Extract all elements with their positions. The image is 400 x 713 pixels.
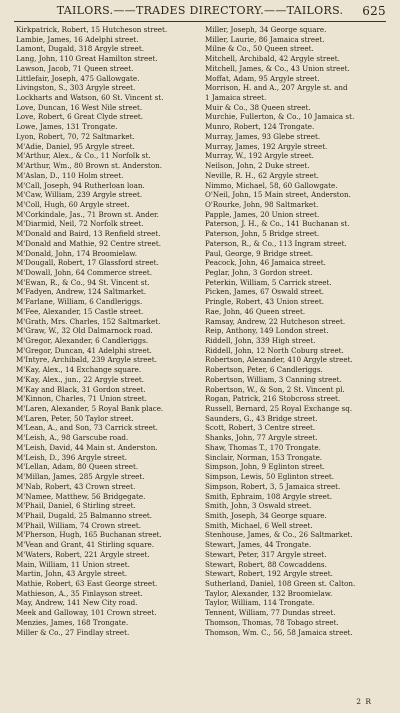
directory-entry: Shaw, Thomas T., 170 Trongate. — [205, 442, 321, 452]
directory-entry: M'Kay, Alex., jun., 22 Argyle street. — [16, 374, 145, 384]
directory-entry: Neville, R. H., 62 Argyle street. — [205, 170, 319, 180]
directory-entry: M'Grath, Mrs. Charles, 152 Saltmarket. — [16, 316, 161, 326]
directory-entry: Miller, Laurie, 86 Jamaica street. — [205, 34, 325, 44]
directory-entry: Paul, George, 9 Bridge street. — [205, 248, 314, 258]
directory-entry: Mathieson, A., 35 Finlayson street. — [16, 588, 143, 598]
directory-entry: M'Dowall, John, 64 Commerce street. — [16, 267, 153, 277]
directory-entry: M'Donald and Mathie, 92 Centre street. — [16, 238, 162, 248]
directory-entry: Scott, Robert, 3 Centre street. — [205, 423, 316, 433]
directory-entry: Morrison, H. and A., 207 Argyle st. and — [205, 83, 348, 93]
right-column — [205, 25, 387, 637]
directory-entry: Taylor, William, 114 Trongate. — [205, 598, 315, 608]
directory-entry: M'Gregor, Alexander, 6 Candleriggs. — [16, 336, 149, 345]
directory-entry: Paterson, J. H., & Co., 141 Buchanan st. — [205, 219, 350, 229]
directory-entry: M'Leish, David, 44 Main st. Anderston. — [16, 442, 158, 452]
directory-entry: M'Kay and Black, 31 Gordon street. — [16, 384, 146, 394]
directory-entry: M'Corkindale, Jas., 71 Brown st. Ander. — [16, 209, 159, 219]
directory-entry: Shanks, John, 77 Argyle street. — [205, 433, 318, 443]
directory-entry: M'Phail, Dugald, 25 Balmanno street. — [16, 510, 153, 520]
directory-entry: M'Lellan, Adam, 80 Queen street. — [16, 462, 139, 472]
directory-entry: Lyon, Robert, 70, 72 Saltmarket. — [16, 131, 135, 141]
directory-entry: Simpson, Robert, 3, 5 Jamaica street. — [205, 481, 341, 491]
directory-entry: Picken, James, 67 Oswald street. — [205, 287, 325, 297]
directory-entry: Stewart, James, 44 Trongate. — [205, 540, 312, 550]
directory-entry: M'Gregor, Duncan, 41 Adelphi street. — [16, 345, 152, 355]
directory-entry: M'Laren, Peter, 50 Taylor street. — [16, 413, 134, 423]
directory-entry: Riddell, John, 339 High street. — [205, 336, 316, 345]
directory-entry: Robertson, Alexander, 410 Argyle street. — [205, 355, 353, 365]
directory-entry: Pringle, Robert, 43 Union street. — [205, 297, 324, 307]
directory-entry: M'Graw, W., 32 Old Dalmarnock road. — [16, 326, 153, 336]
directory-entry: Sutherland, Daniel, 108 Green st. Calton. — [205, 578, 356, 588]
directory-entry: M'Caw, William, 239 Argyle street. — [16, 190, 143, 200]
directory-entry: Paterson, R., & Co., 113 Ingram street. — [205, 238, 347, 248]
directory-entry: Martin, John, 43 Argyle street. — [16, 569, 128, 579]
directory-entry: Smith, Michael, 6 Well street. — [205, 520, 313, 530]
directory-entry: Stewart, Robert, 88 Cowcaddens. — [205, 559, 327, 569]
directory-entry: Milne & Co., 50 Queen street. — [205, 44, 314, 54]
directory-entry: Kirkpatrick, Robert, 15 Hutcheson street. — [16, 25, 168, 34]
directory-entry: Robertson, W., & Son, 2 St. Vincent pl. — [205, 384, 345, 394]
directory-entry: Papple, James, 20 Union street. — [205, 209, 320, 219]
directory-entry: M'Arthur, Wm., 80 Brown st. Anderston. — [16, 161, 163, 171]
directory-entry: Meek and Galloway, 101 Crown street. — [16, 608, 157, 618]
directory-entry: Paterson, John, 5 Bridge street. — [205, 229, 320, 239]
directory-entry: M'Ewan, R., & Co., 94 St. Vincent st. — [16, 277, 150, 287]
directory-entry: Lambie, James, 16 Adelphi street. — [16, 34, 139, 44]
directory-entry: Stewart, Peter, 317 Argyle street. — [205, 549, 327, 559]
directory-entry: Lockharts and Watson, 60 St. Vincent st. — [16, 93, 164, 103]
directory-entry: Lang, John, 110 Great Hamilton street. — [16, 54, 158, 64]
directory-entry: M'Lean, A., and Son, 73 Carrick street. — [16, 423, 158, 433]
directory-entry: M'Millan, James, 285 Argyle street. — [16, 472, 145, 482]
directory-entry: 1 Jamaica street. — [205, 93, 267, 103]
directory-entry: Main, William, 11 Union street. — [16, 559, 130, 569]
directory-entry: Lamont, Dugald, 318 Argyle street. — [16, 44, 145, 54]
directory-entry: Mitchell, James, & Co., 43 Union street. — [205, 63, 350, 73]
directory-entry: Muir & Co., 38 Queen street. — [205, 102, 311, 112]
directory-entry: Tennent, William, 77 Dundas street. — [205, 608, 336, 618]
directory-entry: M'Diarmid, Neil, 72 Norfolk street. — [16, 219, 144, 229]
directory-entry: M'Leish, D., 396 Argyle street. — [16, 452, 128, 462]
directory-entry: Taylor, Alexander, 132 Broomielaw. — [205, 588, 333, 598]
directory-entry: Nimmo, Michael, 58, 60 Gallowgate. — [205, 180, 338, 190]
signature-mark: 2 R — [356, 697, 372, 706]
directory-entry: M'Fadyen, Andrew, 124 Saltmarket. — [16, 287, 147, 297]
directory-entry: Miller, Joseph, 34 George square. — [205, 25, 327, 34]
directory-entry: M'Namee, Matthew, 56 Bridgegate. — [16, 491, 146, 501]
directory-entry: Mitchell, Archibald, 42 Argyle street. — [205, 54, 340, 64]
directory-entry: Riddell, John, 12 North Coburg street. — [205, 345, 344, 355]
page-header — [0, 4, 400, 20]
directory-entry: Thomson, Thomas, 78 Tobago street. — [205, 617, 339, 627]
directory-entry: Stewart, Robert, 192 Argyle street. — [205, 569, 333, 579]
directory-entry: Miller & Co., 27 Findlay street. — [16, 627, 130, 637]
directory-entry: M'Kinnon, Charles, 71 Union street. — [16, 394, 147, 404]
directory-entry: O'Rourke, John, 98 Saltmarket. — [205, 199, 319, 209]
directory-entry: Murchie, Fullerton, & Co., 10 Jamaica st. — [205, 112, 355, 122]
directory-entry: Thomson, Wm. C., 56, 58 Jamaica street. — [205, 627, 353, 637]
directory-entry: Robertson, Peter, 6 Candleriggs. — [205, 365, 323, 375]
directory-entry: Lowe, James, 131 Trongate. — [16, 122, 118, 132]
directory-entry: Robertson, William, 3 Canning street. — [205, 374, 342, 384]
directory-entry: M'Kay, Alex., 14 Exchange square. — [16, 365, 142, 375]
directory-entry: M'Phail, William, 74 Crown street. — [16, 520, 142, 530]
directory-entry: M'Donald, John, 174 Broomielaw. — [16, 248, 137, 258]
header-rule — [14, 21, 386, 22]
running-title: TAILORS.——TRADES DIRECTORY.——TAILORS. — [56, 4, 344, 17]
directory-entry: Stenhouse, James, & Co., 26 Saltmarket. — [205, 530, 353, 540]
directory-entry: M'Leish, A., 98 Garscube road. — [16, 433, 129, 443]
directory-entry: Simpson, John, 9 Eglinton street. — [205, 462, 325, 472]
directory-entry: M'Arthur, Alex., & Co., 11 Norfolk st. — [16, 151, 151, 161]
directory-entry: M'Waters, Robert, 221 Argyle street. — [16, 549, 150, 559]
directory-entry: Ramsay, Andrew, 22 Hutcheson street. — [205, 316, 346, 326]
directory-entry: M'Coll, Hugh, 60 Argyle street. — [16, 199, 130, 209]
directory-entry: M'Call, Joseph, 94 Rutherloan loan. — [16, 180, 145, 190]
directory-entry: Reip, Anthony, 149 London street. — [205, 326, 329, 336]
left-column — [16, 25, 198, 637]
directory-entry: Littlefair, Joseph, 475 Gallowgate. — [16, 73, 140, 83]
directory-entry: M'Vean and Grant, 41 Stirling square. — [16, 540, 155, 550]
directory-entry: Murray, James, 192 Argyle street. — [205, 141, 328, 151]
directory-entry: Moffat, Adam, 95 Argyle street. — [205, 73, 320, 83]
directory-entry: Munro, Robert, 124 Trongate. — [205, 122, 315, 132]
directory-entry: Rae, John, 46 Queen street. — [205, 306, 306, 316]
page-number: 625 — [362, 4, 386, 18]
directory-entry: Peglar, John, 3 Gordon street. — [205, 267, 313, 277]
directory-entry: Peacock, John, 46 Jamaica street. — [205, 258, 326, 268]
directory-entry: M'Donald and Baird, 13 Renfield street. — [16, 229, 161, 239]
directory-entry: M'Laren, Alexander, 5 Royal Bank place. — [16, 404, 164, 414]
directory-entry: M'Adie, Daniel, 95 Argyle street. — [16, 141, 135, 151]
directory-entry: Saunders, G., 43 Bridge street. — [205, 413, 318, 423]
directory-entry: M'Intyre, Archibald, 239 Argyle street. — [16, 355, 157, 365]
directory-entry: M'Pherson, Hugh, 165 Buchanan street. — [16, 530, 162, 540]
directory-entry: Neilson, John, 2 Duke street. — [205, 161, 310, 171]
directory-entry: M'Fee, Alexander, 15 Castle street. — [16, 306, 144, 316]
directory-entry: Mathie, Robert, 63 East George street. — [16, 578, 158, 588]
directory-entry: Lawson, Jacob, 71 Queen street. — [16, 63, 134, 73]
directory-entry: Livingston, S., 303 Argyle street. — [16, 83, 136, 93]
directory-entry: Peterkin, William, 5 Carrick street. — [205, 277, 332, 287]
directory-entry: M'Aslan, D., 110 Holm street. — [16, 170, 124, 180]
directory-entry: Menzies, James, 168 Trongate. — [16, 617, 129, 627]
directory-entry: M'Farlane, William, 6 Candleriggs. — [16, 297, 143, 307]
directory-entry: Smith, John, 3 Oswald street. — [205, 501, 312, 511]
directory-entry: M'Dougall, Robert, 17 Glassford street. — [16, 258, 159, 268]
directory-entry: Sinclair, Norman, 153 Trongate. — [205, 452, 323, 462]
directory-entry: Smith, Ephraim, 108 Argyle street. — [205, 491, 332, 501]
directory-entry: Russell, Bernard, 25 Royal Exchange sq. — [205, 404, 353, 414]
directory-entry: May, Andrew, 141 New City road. — [16, 598, 138, 608]
directory-entry: Murray, W., 192 Argyle street. — [205, 151, 314, 161]
directory-entry: Love, Duncan, 16 West Nile street. — [16, 102, 143, 112]
directory-entry: M'Nab, Robert, 43 Crown street. — [16, 481, 136, 491]
directory-entry: Murray, James, 93 Glebe street. — [205, 131, 321, 141]
directory-entry: M'Phail, Daniel, 6 Stirling street. — [16, 501, 136, 511]
directory-entry: Rogan, Patrick, 216 Stobcross street. — [205, 394, 341, 404]
directory-entry: Simpson, Lewis, 50 Eglinton street. — [205, 472, 335, 482]
directory-entry: O'Neil, John, 15 Main street, Anderston. — [205, 190, 351, 200]
directory-entry: Love, Robert, 6 Great Clyde street. — [16, 112, 144, 122]
directory-entry: Smith, Joseph, 34 George square. — [205, 510, 327, 520]
